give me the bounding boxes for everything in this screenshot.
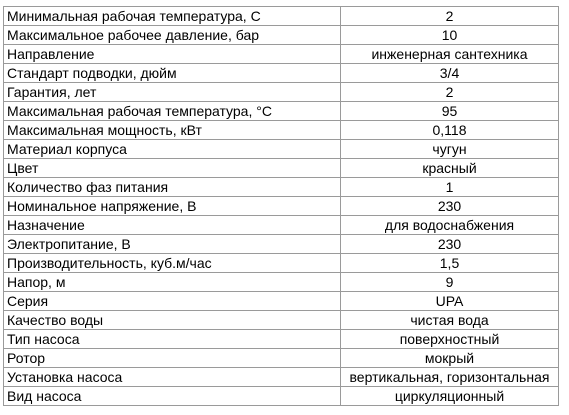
spec-name: Количество фаз питания <box>4 178 341 197</box>
spec-value: поверхностный <box>341 330 559 349</box>
spec-name: Направление <box>4 45 341 64</box>
spec-name: Гарантия, лет <box>4 83 341 102</box>
table-row <box>4 45 559 64</box>
spec-value: мокрый <box>341 349 559 368</box>
spec-name: Качество воды <box>4 311 341 330</box>
spec-name: Ротор <box>4 349 341 368</box>
table-row <box>4 273 559 292</box>
spec-value: 2 <box>341 7 559 26</box>
table-row <box>4 159 559 178</box>
spec-value: 2 <box>341 83 559 102</box>
spec-name: Минимальная рабочая температура, С <box>4 7 341 26</box>
table-row <box>4 7 559 26</box>
table-row <box>4 121 559 140</box>
table-row <box>4 83 559 102</box>
spec-value: 9 <box>341 273 559 292</box>
spec-value: 3/4 <box>341 64 559 83</box>
table-row <box>4 349 559 368</box>
spec-value: инженерная сантехника <box>341 45 559 64</box>
spec-value: красный <box>341 159 559 178</box>
spec-value: чистая вода <box>341 311 559 330</box>
table-row <box>4 26 559 45</box>
table-row <box>4 197 559 216</box>
table-row <box>4 292 559 311</box>
spec-name: Напор, м <box>4 273 341 292</box>
table-row <box>4 64 559 83</box>
spec-name: Установка насоса <box>4 368 341 387</box>
spec-value: 95 <box>341 102 559 121</box>
table-row <box>4 140 559 159</box>
spec-name: Серия <box>4 292 341 311</box>
spec-name: Назначение <box>4 216 341 235</box>
spec-name: Материал корпуса <box>4 140 341 159</box>
spec-name: Вид насоса <box>4 387 341 406</box>
table-row <box>4 235 559 254</box>
specifications-table <box>3 6 559 406</box>
table-row <box>4 102 559 121</box>
spec-value: вертикальная, горизонтальная <box>341 368 559 387</box>
spec-name: Тип насоса <box>4 330 341 349</box>
table-row <box>4 387 559 406</box>
table-row <box>4 216 559 235</box>
spec-name: Производительность, куб.м/час <box>4 254 341 273</box>
table-row <box>4 330 559 349</box>
spec-name: Номинальное напряжение, В <box>4 197 341 216</box>
table-row <box>4 368 559 387</box>
table-row <box>4 178 559 197</box>
spec-value: 230 <box>341 197 559 216</box>
spec-value: 1 <box>341 178 559 197</box>
spec-value: 1,5 <box>341 254 559 273</box>
spec-value: 230 <box>341 235 559 254</box>
spec-value: циркуляционный <box>341 387 559 406</box>
spec-name: Максимальная мощность, кВт <box>4 121 341 140</box>
spec-name: Стандарт подводки, дюйм <box>4 64 341 83</box>
spec-value: 10 <box>341 26 559 45</box>
spec-name: Цвет <box>4 159 341 178</box>
spec-name: Электропитание, В <box>4 235 341 254</box>
spec-value: чугун <box>341 140 559 159</box>
table-row <box>4 254 559 273</box>
spec-value: для водоснабжения <box>341 216 559 235</box>
spec-name: Максимальное рабочее давление, бар <box>4 26 341 45</box>
spec-name: Максимальная рабочая температура, °С <box>4 102 341 121</box>
spec-value: UPA <box>341 292 559 311</box>
table-row <box>4 311 559 330</box>
spec-value: 0,118 <box>341 121 559 140</box>
